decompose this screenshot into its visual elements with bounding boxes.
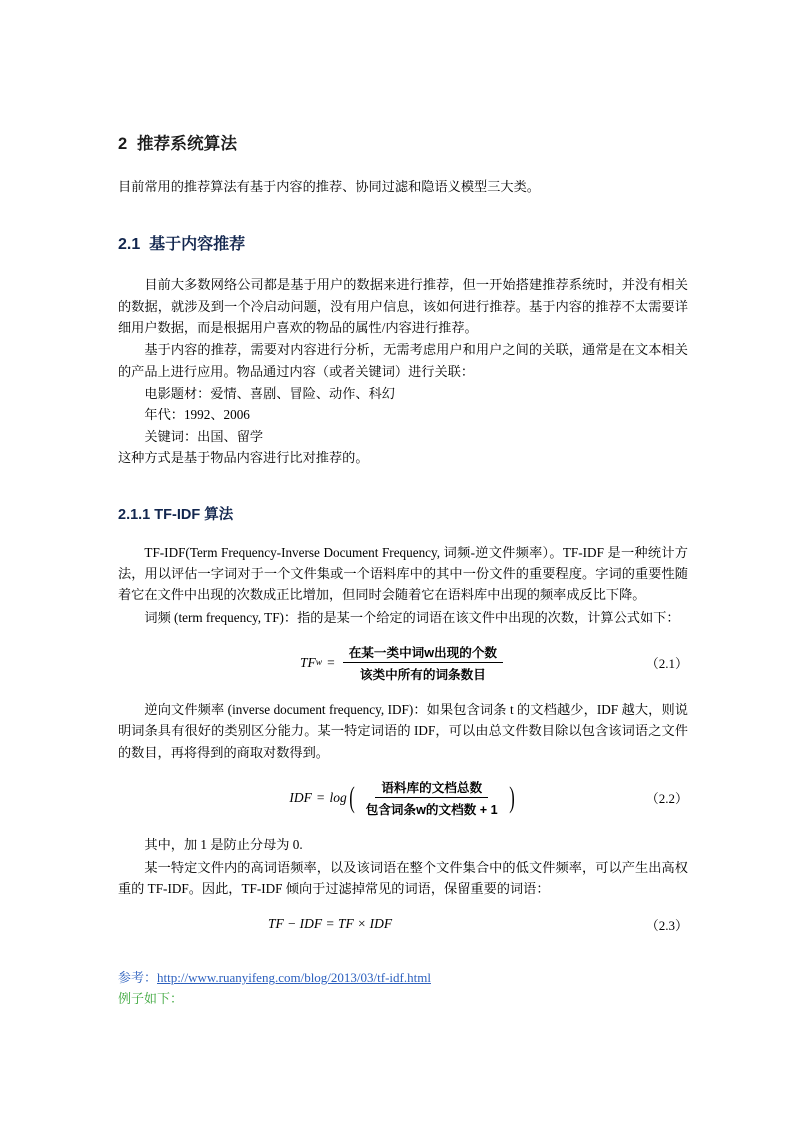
subsection-heading-2-1-1 [118, 503, 688, 524]
page-content [118, 130, 688, 1007]
paragraph-tfidf-1: TF-IDF(Term Frequency-Inverse Document Frequency, 词频-逆文件频率）。TF-IDF 是一种统计方法，用以评估一字词对于一个文件集或一个语料库中的其中一份文件的重要程度。字词的重要性随着它在文件中出现的次数成正比增加，但同时会随着它在语料库中出现的频率成反比下降。 [118, 544, 688, 603]
formula-2-3 [118, 907, 688, 941]
formula-2-1-body [300, 642, 506, 683]
paragraph-tfidf-4: 其中，加 1 是防止分母为 0. [144, 837, 303, 853]
subsection-number: 2.1 [118, 236, 141, 254]
formula-log: log [329, 789, 347, 805]
reference-line [118, 967, 688, 986]
paragraph-tfidf-2: 词频 (term frequency, TF)：指的是某一个给定的词语在该文件中出现的次数，计算公式如下： [144, 609, 680, 625]
formula-lhs: IDF [289, 789, 312, 805]
formula-lhs-subscript: w [315, 657, 323, 668]
formula-lhs: TF [299, 654, 316, 670]
subsection-title: 基于内容推荐 [149, 236, 246, 254]
formula-number-2-1: （2.1） [645, 656, 688, 671]
formula-right-paren: ) [508, 780, 515, 814]
list-item: 关键词：出国、留学 [144, 428, 264, 444]
formula-denominator: 包含词条w的文档数 + 1 [365, 803, 498, 818]
intro-paragraph: 目前常用的推荐算法有基于内容的推荐、协同过滤和隐语义模型三大类。 [118, 179, 540, 194]
section-number: 2 [118, 135, 128, 153]
example-label: 例子如下： [118, 991, 184, 1007]
formula-number-2-3: （2.3） [645, 917, 688, 933]
formula-numerator: 在某一类中词w出现的个数 [343, 642, 503, 663]
formula-fraction [360, 777, 504, 818]
formula-2-1 [118, 642, 688, 683]
formula-numerator: 语料库的文档总数 [375, 777, 488, 798]
formula-left-paren: ( [348, 780, 355, 814]
formula-2-2-body [289, 777, 516, 818]
formula-2-2 [118, 777, 688, 818]
formula-fraction [343, 642, 503, 683]
paragraph-2-1-1: 目前大多数网络公司都是基于用户的数据来进行推荐，但一开始搭建推荐系统时，并没有相关的数据，就涉及到一个冷启动问题，没有用户信息，该如何进行推荐。基于内容的推荐不太需要详细用户数据，而是根据用户喜欢的物品的属性/内容进行推荐。 [118, 277, 688, 335]
list-item: 年代：1992、2006 [144, 407, 250, 423]
reference-link[interactable]: http://www.ruanyifeng.com/blog/2013/03/tf-idf.html [157, 970, 431, 986]
subsubsection-number: 2.1.1 [118, 506, 151, 523]
page-title [118, 130, 688, 154]
paragraph-tfidf-3: 逆向文件频率 (inverse document frequency, IDF)：如果包含词条 t 的文档越少，IDF 越大，则说明词条具有很好的类别区分能力。某一特定词语的 IDF，可以由总文件数目除以包含该词语之文件的数目，再将得到的商取对数得到。 [118, 702, 688, 760]
list-item: 电影题材：爱情、喜剧、冒险、动作、科幻 [144, 386, 395, 401]
formula-denominator: 该类中所有的词条数目 [359, 668, 486, 682]
paragraph-2-1-2: 基于内容的推荐，需要对内容进行分析，无需考虑用户和用户之间的关联，通常是在文本相关的产品上进行应用。物品通过内容（或者关键词）进行关联： [118, 342, 688, 379]
subsubsection-title: TF-IDF 算法 [154, 506, 234, 523]
paragraph-tfidf-5: 某一特定文件内的高词语频率，以及该词语在整个文件集合中的低文件频率，可以产生出高权重的 TF-IDF。因此，TF-IDF 倾向于过滤掉常见的词语，保留重要的词语： [118, 859, 688, 896]
paragraph-2-1-3: 这种方式是基于物品内容进行比对推荐的。 [118, 450, 369, 466]
formula-equals: = [316, 789, 325, 805]
reference-label: 参考： [118, 970, 158, 986]
subsection-heading-2-1 [118, 231, 688, 254]
section-title: 推荐系统算法 [136, 135, 238, 153]
formula-number-2-2: （2.2） [645, 791, 688, 807]
formula-equals: = [327, 654, 335, 670]
formula-2-3-body: TF − IDF = TF × IDF [268, 916, 393, 932]
